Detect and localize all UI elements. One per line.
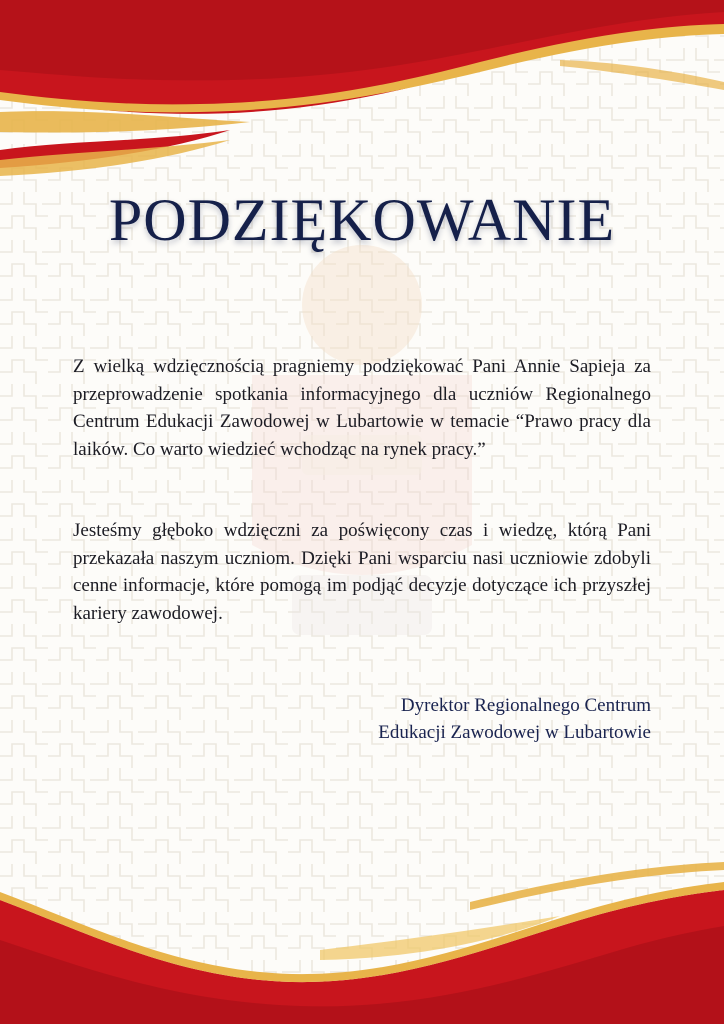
bottom-decorative-wave: [0, 830, 724, 1024]
thank-you-paragraph: Z wielką wdzięcznością pragniemy podziękować Pani Annie Sapieja za przeprowadzenie spotkania informacyjnego dla uczniów Regionalnego Centrum Edukacji Zawodowej w Lubartowie w temacie “Prawo pracy dla laików. Co warto wiedzieć wchodząc na rynek pracy.”: [73, 356, 651, 460]
top-decorative-wave: [0, 0, 724, 200]
signature-line-2: Edukacji Zawodowej w Lubartowie: [378, 722, 651, 743]
signature-block: [378, 692, 651, 746]
document-title: PODZIĘKOWANIE: [108, 187, 616, 253]
signature-line-1: Dyrektor Regionalnego Centrum: [400, 695, 651, 716]
gratitude-paragraph: Jesteśmy głęboko wdzięczni za poświęcony czas i wiedzę, którą Pani przekazała naszym uczniom. Dzięki Pani wsparciu nasi uczniowie zdobyli cenne informacje, które pomogą im podjąć decyzje dotyczące ich przyszłej kariery zawodowej.: [73, 520, 651, 624]
